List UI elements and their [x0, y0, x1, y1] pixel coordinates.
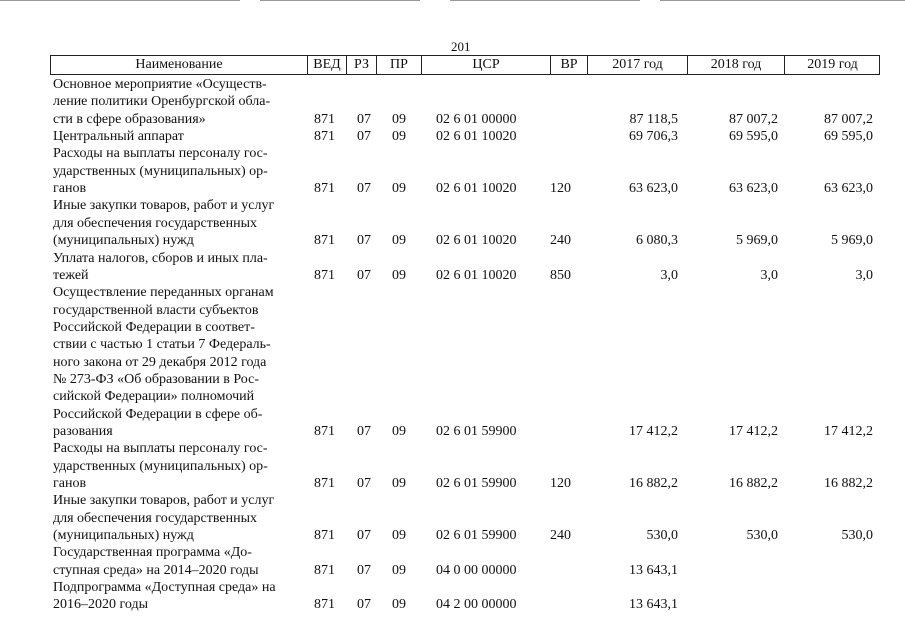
row-name-line: ганов [53, 476, 87, 492]
row-name-line: (муниципальных) нужд [53, 528, 194, 544]
cell-2018: 530,0 [746, 528, 778, 544]
cell-rz: 07 [357, 267, 371, 283]
table-row [0, 492, 905, 544]
cell-2019: 16 882,2 [824, 476, 873, 492]
row-name-line: Центральный аппарат [53, 129, 184, 145]
cell-2019: 17 412,2 [824, 423, 873, 439]
cell-2018: 69 595,0 [729, 129, 778, 145]
table-row [0, 579, 905, 614]
row-name-line: Иные закупки товаров, работ и услуг [53, 493, 275, 509]
cell-ved: 871 [314, 597, 335, 613]
cell-2018: 3,0 [760, 267, 778, 283]
row-name-line: Российской Федерации в сфере об- [53, 406, 263, 422]
table-row [0, 440, 905, 492]
header-2018: 2018 год [687, 56, 784, 74]
cell-ved: 871 [314, 267, 335, 283]
cell-rz: 07 [357, 597, 371, 613]
cell-2017: 13 643,1 [629, 562, 678, 578]
row-name-line: для обеспечения государственных [53, 215, 257, 231]
cell-ved: 871 [314, 528, 335, 544]
row-name-line: ного закона от 29 декабря 2012 года [53, 354, 267, 370]
header-ved: ВЕД [307, 56, 346, 74]
cell-pr: 09 [392, 597, 406, 613]
row-name-line: ление политики Оренбургской обла- [53, 94, 271, 110]
row-name-line: для обеспечения государственных [53, 510, 257, 526]
row-name-line: разования [53, 423, 113, 439]
cell-pr: 09 [392, 423, 406, 439]
row-name-line: сийской Федерации» полномочий [53, 389, 255, 405]
row-name-line: ствии с частью 1 статьи 7 Федераль- [53, 337, 271, 353]
row-name-line: Осуществление переданных органам [53, 285, 274, 301]
row-name-line: № 273-ФЗ «Об образовании в Рос- [53, 371, 260, 387]
cell-ved: 871 [314, 423, 335, 439]
cell-2018: 87 007,2 [729, 111, 778, 127]
cell-pr: 09 [392, 181, 406, 197]
cell-pr: 09 [392, 562, 406, 578]
cell-2017: 17 412,2 [629, 423, 678, 439]
row-name-line: ударственных (муниципальных) ор- [53, 458, 268, 474]
cell-2019: 87 007,2 [824, 111, 873, 127]
cell-2017: 530,0 [646, 528, 678, 544]
cell-2017: 87 118,5 [629, 111, 678, 127]
cell-pr: 09 [392, 233, 406, 249]
table-row [0, 284, 905, 440]
cell-vr: 120 [550, 181, 571, 197]
cell-csr: 02 6 01 10020 [436, 181, 517, 197]
row-name-line: Расходы на выплаты персоналу гос- [53, 146, 268, 162]
table-row [0, 544, 905, 579]
row-name-line: ударственных (муниципальных) ор- [53, 163, 268, 179]
row-name-line: ступная среда» на 2014–2020 годы [53, 562, 259, 578]
header-pr: ПР [376, 56, 421, 74]
row-name-line: (муниципальных) нужд [53, 233, 194, 249]
cell-2018: 17 412,2 [729, 423, 778, 439]
cell-ved: 871 [314, 111, 335, 127]
cell-vr: 240 [550, 233, 571, 249]
row-name-line: Расходы на выплаты персоналу гос- [53, 441, 268, 457]
cell-vr: 120 [550, 476, 571, 492]
cell-ved: 871 [314, 476, 335, 492]
cell-pr: 09 [392, 267, 406, 283]
cell-ved: 871 [314, 129, 335, 145]
cell-pr: 09 [392, 476, 406, 492]
cell-2019: 3,0 [855, 267, 873, 283]
row-name-line: Государственная программа «До- [53, 545, 252, 561]
header-name: Наименование [135, 57, 223, 72]
cell-pr: 09 [392, 129, 406, 145]
row-name-line: ганов [53, 181, 87, 197]
cell-ved: 871 [314, 562, 335, 578]
row-name-line: 2016–2020 годы [53, 597, 149, 613]
page-number: 201 [451, 39, 471, 54]
cell-csr: 02 6 01 59900 [436, 476, 517, 492]
cell-2018: 16 882,2 [729, 476, 778, 492]
cell-2017: 69 706,3 [629, 129, 678, 145]
row-name-line: тежей [53, 267, 89, 283]
cell-pr: 09 [392, 528, 406, 544]
cell-ved: 871 [314, 233, 335, 249]
table-row [0, 128, 905, 145]
cell-csr: 02 6 01 59900 [436, 423, 517, 439]
cell-rz: 07 [357, 233, 371, 249]
cell-csr: 04 0 00 00000 [436, 562, 517, 578]
cell-2019: 63 623,0 [824, 181, 873, 197]
cell-rz: 07 [357, 528, 371, 544]
row-name-line: Основное мероприятие «Осуществ- [53, 77, 267, 92]
cell-rz: 07 [357, 111, 371, 127]
cell-rz: 07 [357, 562, 371, 578]
row-name-line: государственной власти субъектов [53, 302, 259, 318]
cell-2019: 530,0 [841, 528, 873, 544]
cell-2019: 5 969,0 [831, 233, 873, 249]
cell-2017: 13 643,1 [629, 597, 678, 613]
row-name-line: сти в сфере образования» [53, 111, 206, 127]
cell-csr: 02 6 01 00000 [436, 111, 517, 127]
header-vr: ВР [550, 56, 587, 74]
cell-rz: 07 [357, 423, 371, 439]
row-name-line: Иные закупки товаров, работ и услуг [53, 198, 275, 214]
row-name-line: Российской Федерации в соответ- [53, 319, 255, 335]
cell-csr: 04 2 00 00000 [436, 597, 517, 613]
cell-csr: 02 6 01 59900 [436, 528, 517, 544]
cell-vr: 850 [550, 267, 571, 283]
header-rz: РЗ [346, 56, 376, 74]
row-name-line: Уплата налогов, сборов и иных пла- [53, 250, 268, 266]
cell-2019: 69 595,0 [824, 129, 873, 145]
row-name-line: Подпрограмма «Доступная среда» на [53, 580, 276, 596]
table-row [0, 76, 905, 128]
cell-rz: 07 [357, 476, 371, 492]
cell-2017: 63 623,0 [629, 181, 678, 197]
cell-csr: 02 6 01 10020 [436, 267, 517, 283]
cell-2017: 16 882,2 [629, 476, 678, 492]
header-2017: 2017 год [587, 56, 687, 74]
cell-2018: 5 969,0 [736, 233, 778, 249]
cell-2017: 3,0 [660, 267, 678, 283]
cell-2018: 63 623,0 [729, 181, 778, 197]
cell-pr: 09 [392, 111, 406, 127]
cell-csr: 02 6 01 10020 [436, 233, 517, 249]
table-row [0, 197, 905, 249]
cell-csr: 02 6 01 10020 [436, 129, 517, 145]
cell-rz: 07 [357, 129, 371, 145]
header-2019: 2019 год [784, 56, 880, 74]
cell-vr: 240 [550, 528, 571, 544]
table-row [0, 145, 905, 197]
cell-rz: 07 [357, 181, 371, 197]
table-row [0, 250, 905, 285]
cell-2017: 6 080,3 [636, 233, 678, 249]
header-csr: ЦСР [421, 56, 550, 74]
cell-ved: 871 [314, 181, 335, 197]
